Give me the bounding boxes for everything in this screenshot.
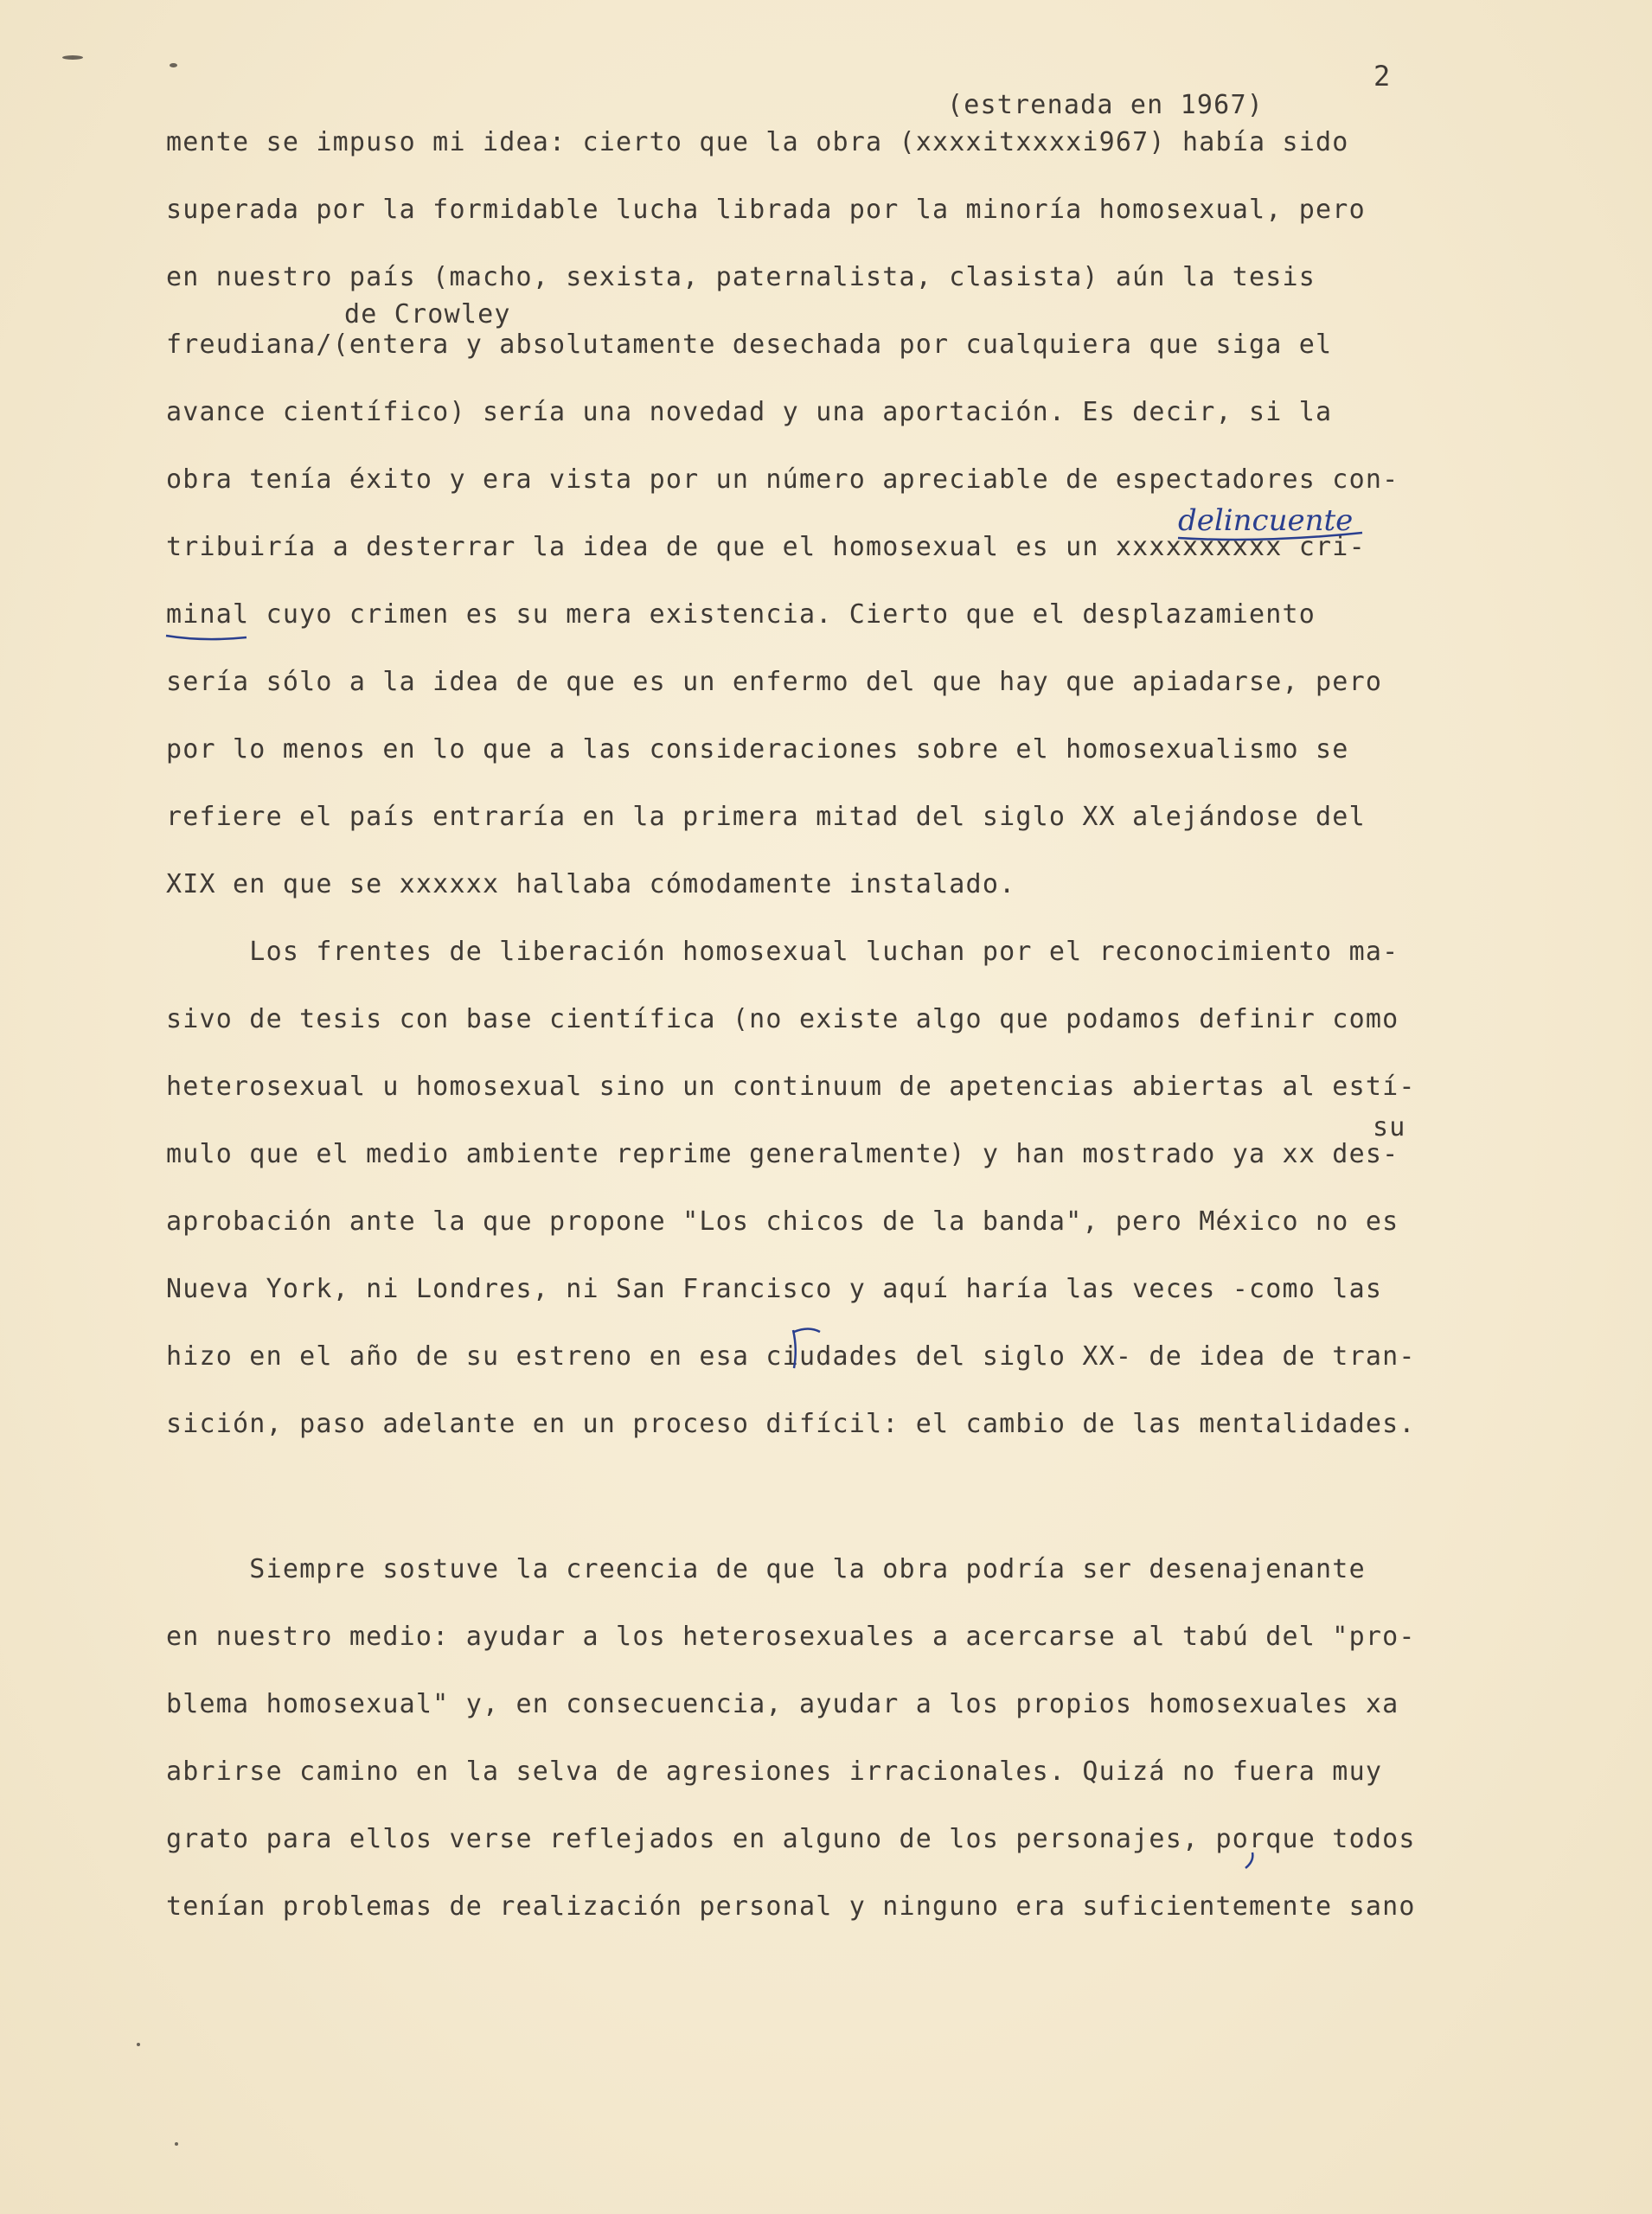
text-line-11: refiere el país entraría en la primera mitad del siglo XX alejándose del <box>166 802 1366 832</box>
text-line-9: sería sólo a la idea de que es un enfermo del que hay que apiadarse, pero <box>166 667 1383 697</box>
text-line-26: tenían problemas de realización personal y ninguno era suficientemente sano <box>166 1891 1416 1922</box>
paper-speck <box>62 55 83 60</box>
text-line-6: obra tenía éxito y era vista por un número apreciable de espectadores con- <box>166 464 1399 495</box>
page-number: 2 <box>1373 60 1392 93</box>
text-line-15: heterosexual u homosexual sino un continuum de apetencias abiertas al estí- <box>166 1072 1416 1102</box>
text-line-4: freudiana/(entera y absolutamente desechada por cualquiera que siga el <box>166 330 1333 360</box>
text-line-14: sivo de tesis con base científica (no existe algo que podamos definir como <box>166 1004 1399 1034</box>
text-line-7: tribuiría a desterrar la idea de que el homosexual es un xxxxxxxxxx cri- <box>166 532 1366 562</box>
text-line-17: aprobación ante la que propone "Los chicos de la banda", pero México no es <box>166 1206 1399 1237</box>
text-line-19: hizo en el año de su estreno en esa ciudades del siglo XX- de idea de tran- <box>166 1341 1416 1372</box>
insertion-su: su <box>1373 1112 1406 1142</box>
text-line-3: en nuestro país (macho, sexista, paternalista, clasista) aún la tesis <box>166 262 1316 292</box>
text-line-5: avance científico) sería una novedad y una aportación. Es decir, si la <box>166 397 1333 427</box>
text-line-23: blema homosexual" y, en consecuencia, ayudar a los propios homosexuales xa <box>166 1689 1399 1719</box>
handwritten-delincuente: delincuente <box>1178 503 1354 538</box>
paper-speck <box>170 63 177 67</box>
text-line-21: Siempre sostuve la creencia de que la obra podría ser desenajenante <box>166 1554 1366 1584</box>
text-line-10: por lo menos en lo que a las consideraciones sobre el homosexualismo se <box>166 734 1349 765</box>
insertion-estrenada: (estrenada en 1967) <box>947 90 1264 120</box>
text-line-24: abrirse camino en la selva de agresiones irracionales. Quizá no fuera muy <box>166 1756 1383 1787</box>
text-line-1: mente se impuso mi idea: cierto que la obra (xxxxitxxxxi967) había sido <box>166 127 1349 157</box>
text-line-16: mulo que el medio ambiente reprime generalmente) y han mostrado ya xx des- <box>166 1139 1399 1169</box>
paper-speck <box>137 2043 140 2046</box>
text-line-20: sición, paso adelante en un proceso difícil: el cambio de las mentalidades. <box>166 1409 1416 1439</box>
paper-speck <box>175 2142 178 2146</box>
text-line-12: XIX en que se xxxxxx hallaba cómodamente instalado. <box>166 869 1016 899</box>
text-line-22: en nuestro medio: ayudar a los heterosexuales a acercarse al tabú del "pro- <box>166 1622 1416 1652</box>
text-line-18: Nueva York, ni Londres, ni San Francisco y aquí haría las veces -como las <box>166 1274 1383 1304</box>
text-line-25: grato para ellos verse reflejados en alguno de los personajes, porque todos <box>166 1824 1416 1854</box>
text-line-2: superada por la formidable lucha librada por la minoría homosexual, pero <box>166 195 1366 225</box>
text-line-13: Los frentes de liberación homosexual luchan por el reconocimiento ma- <box>166 937 1399 967</box>
insertion-crowley: de Crowley <box>344 299 511 330</box>
text-line-8: minal cuyo crimen es su mera existencia. Cierto que el desplazamiento <box>166 599 1316 630</box>
